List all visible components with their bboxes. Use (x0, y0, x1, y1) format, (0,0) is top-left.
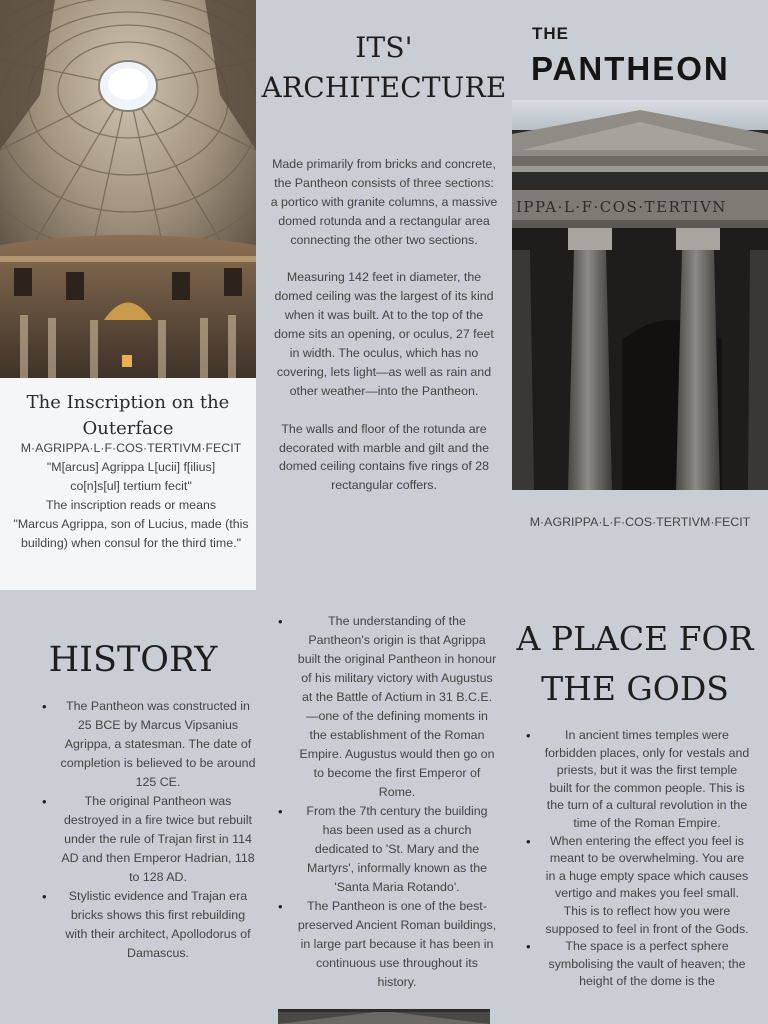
bottom-photo-illustration (278, 1009, 490, 1024)
list-item: • The Pantheon is one of the best-preserved Ancient Roman buildings, in large part because it has been in continuous use throughout its history. (296, 897, 498, 992)
history-heading: HISTORY (48, 640, 218, 680)
gods-list (544, 727, 750, 991)
list-item: • From the 7th century the building has been used as a church dedicated to 'St. Mary and the Martyrs', informally known as the 'Santa Maria Rotando'. (296, 802, 498, 897)
bottom-photo (278, 1009, 490, 1024)
inscription-body (8, 439, 254, 553)
architecture-paragraph: Made primarily from bricks and concrete, the Pantheon consists of three sections: a portico with granite columns, a massive domed rotunda and a rectangular area connecting the other two sections. (270, 157, 498, 247)
gods-heading: A PLACE FOR THE GODS (516, 619, 754, 708)
history-list (60, 697, 256, 963)
list-item: • The space is a perfect sphere symbolising the vault of heaven; the height of the dome is the (544, 938, 750, 991)
architecture-paragraph: Measuring 142 feet in diameter, the domed ceiling was the largest of its kind when it was built. At to the top of the dome sits an opening, or oculus, 27 feet in width. The oculus, which has no covering, lets light—as well as rain and other weather—into the Pantheon. (274, 270, 494, 398)
list-item: • The understanding of the Pantheon's origin is that Agrippa built the original Pantheon in honour of his military victory with Augustus at the Battle of Actium in 31 B.C.E.—one of the defining moments in the establishment of the Roman Empire. Augustus would then go on to become the first Emperor of Rome. (296, 612, 498, 802)
inscription-meaning: "Marcus Agrippa, son of Lucius, made (this building) when consul for the third time." (13, 517, 249, 550)
inscription-expanded-line-1: "M[arcus] Agrippa L[ucii] f[ilius] (46, 460, 216, 474)
inscription-meaning-intro: The inscription reads or means (45, 498, 217, 512)
portico-illustration (512, 100, 768, 490)
title-small: THE (532, 24, 569, 43)
list-item: • Stylistic evidence and Trajan era bricks shows this first rebuilding with their architect, Apollodorus of Damascus. (60, 887, 256, 963)
inscription-expanded-line-2: co[n]s[ul] tertium fecit" (70, 479, 192, 493)
inscription-panel (0, 378, 256, 590)
origin-list (296, 612, 498, 992)
inscription-heading: The Inscription on the Outerface (26, 392, 230, 439)
section-divider (0, 590, 768, 591)
list-item: • The Pantheon was constructed in 25 BCE by Marcus Vipsanius Agrippa, a statesman. The date of completion is believed to be around 125 CE. (60, 697, 256, 792)
inscription-latin: M·AGRIPPA·L·F·COS·TERTIVM·FECIT (20, 441, 242, 455)
portico-frieze-text: IPPA·L·F·COS·TERTIVN (516, 198, 727, 216)
list-item: • The original Pantheon was destroyed in a fire twice but rebuilt under the rule of Trajan first in 114 AD and then Emperor Hadrian, 118 to 128 AD. (60, 792, 256, 887)
page-title: PANTHEON (531, 50, 730, 87)
architecture-body (270, 155, 498, 514)
portico-photo (512, 100, 768, 490)
architecture-paragraph: The walls and floor of the rotunda are decorated with marble and gilt and the domed ceiling contains five rings of 28 rectangular coffers. (278, 421, 490, 493)
architecture-heading: ITS' ARCHITECTURE (261, 31, 507, 104)
portico-caption: M·AGRIPPA·L·F·COS·TERTIVM·FECIT (529, 515, 751, 529)
dome-interior-photo (0, 0, 256, 378)
list-item: • When entering the effect you feel is meant to be overwhelming. You are in a huge empty space which causes vertigo and makes you feel small. This is to reflect how you were supposed to feel in front of the Gods. (544, 833, 750, 939)
dome-illustration (0, 0, 256, 378)
list-item: • In ancient times temples were forbidden places, only for vestals and priests, but it was the first temple built for the common people. This is the turn of a cultural revolution in the time of the Roman Empire. (544, 727, 750, 833)
